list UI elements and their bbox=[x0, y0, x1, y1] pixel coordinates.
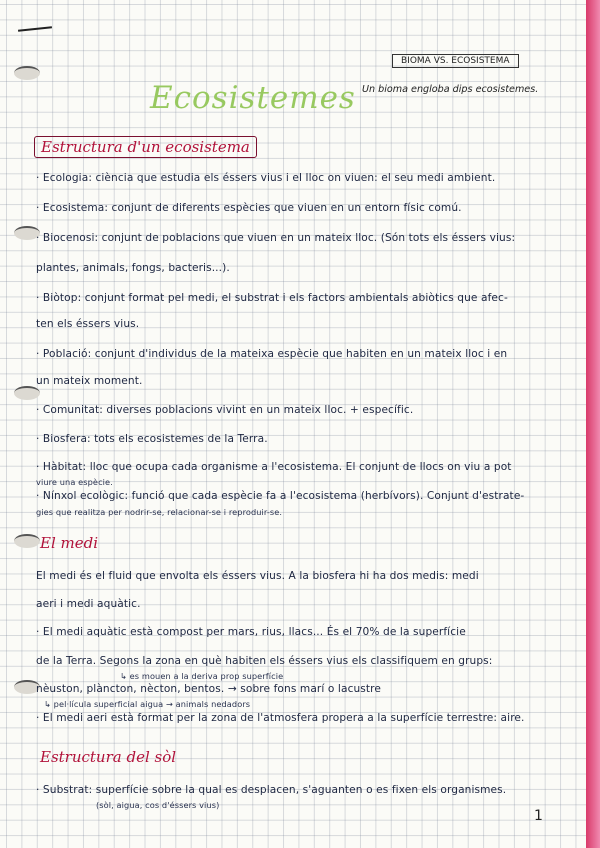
page-subtitle: Un bioma engloba dips ecosistemes. bbox=[362, 84, 539, 95]
definition-biocenosi-cont: plantes, animals, fongs, bacteris...). bbox=[36, 262, 230, 274]
medi-aquatic-1: · El medi aquàtic està compost per mars, rius, llacs... És el 70% de la superfície bbox=[36, 626, 466, 638]
definition-biocenosi: · Biocenosi: conjunt de poblacions que viuen en un mateix lloc. (Són tots els éssers vius: bbox=[36, 232, 516, 244]
definition-biosfera: · Biosfera: tots els ecosistemes de la Terra. bbox=[36, 433, 268, 445]
medi-aeri: · El medi aeri està format per la zona de l'atmosfera propera a la superfície terrestre: aire. bbox=[36, 712, 525, 724]
definition-habitat: · Hàbitat: lloc que ocupa cada organisme a l'ecosistema. El conjunt de llocs on viu a pot bbox=[36, 461, 512, 473]
definition-comunitat: · Comunitat: diverses poblacions vivint en un mateix lloc. + específic. bbox=[36, 404, 414, 416]
page-number: 1 bbox=[534, 808, 543, 824]
section-heading-medi: El medi bbox=[40, 534, 99, 552]
binder-hole bbox=[14, 534, 40, 548]
page-edge bbox=[586, 0, 600, 848]
definition-biotop: · Biòtop: conjunt format pel medi, el substrat i els factors ambientals abiòtics que afec- bbox=[36, 292, 508, 304]
section-heading-sol: Estructura del sòl bbox=[40, 748, 177, 766]
definition-biotop-cont: ten els éssers vius. bbox=[36, 318, 140, 330]
definition-poblacio: · Població: conjunt d'individus de la mateixa espècie que habiten en un mateix lloc i en bbox=[36, 348, 508, 360]
definition-ecologia: · Ecologia: ciència que estudia els éssers vius i el lloc on viuen: el seu medi ambient. bbox=[36, 172, 496, 184]
definition-substrat: · Substrat: superfície sobre la qual es desplacen, s'aguanten o es fixen els organismes. bbox=[36, 784, 507, 796]
medi-aquatic-2: de la Terra. Segons la zona en què habiten els éssers vius els classifiquem en grups: bbox=[36, 655, 493, 667]
binder-hole bbox=[14, 386, 40, 400]
definition-poblacio-cont: un mateix moment. bbox=[36, 375, 143, 387]
page-title: Ecosistemes bbox=[150, 80, 356, 116]
medi-aquatic-note-1: ↳ es mouen a la deriva prop superfície bbox=[120, 671, 284, 681]
binder-hole bbox=[14, 66, 40, 80]
definition-ninxol: · Nínxol ecològic: funció que cada espècie fa a l'ecosistema (herbívors). Conjunt d'estrate- bbox=[36, 490, 525, 502]
header-tag: BIOMA VS. ECOSISTEMA bbox=[392, 54, 519, 68]
pen-stroke bbox=[18, 26, 52, 32]
definition-habitat-cont: viure una espècie. bbox=[36, 477, 113, 487]
medi-paragraph-2: aeri i medi aquàtic. bbox=[36, 598, 141, 610]
definition-ecosistema: · Ecosistema: conjunt de diferents espècies que viuen en un entorn físic comú. bbox=[36, 202, 462, 214]
definition-ninxol-cont: gies que realitza per nodrir-se, relacionar-se i reproduir-se. bbox=[36, 507, 283, 517]
medi-aquatic-groups: nèuston, plàncton, nècton, bentos. → sobre fons marí o lacustre bbox=[36, 683, 382, 695]
medi-aquatic-note-2: ↳ pel·lícula superficial aigua → animals nedadors bbox=[44, 699, 251, 709]
definition-substrat-cont: (sòl, aigua, cos d'éssers vius) bbox=[96, 800, 220, 810]
medi-paragraph-1: El medi és el fluid que envolta els éssers vius. A la biosfera hi ha dos medis: medi bbox=[36, 570, 479, 582]
section-heading-structure: Estructura d'un ecosistema bbox=[34, 136, 257, 158]
